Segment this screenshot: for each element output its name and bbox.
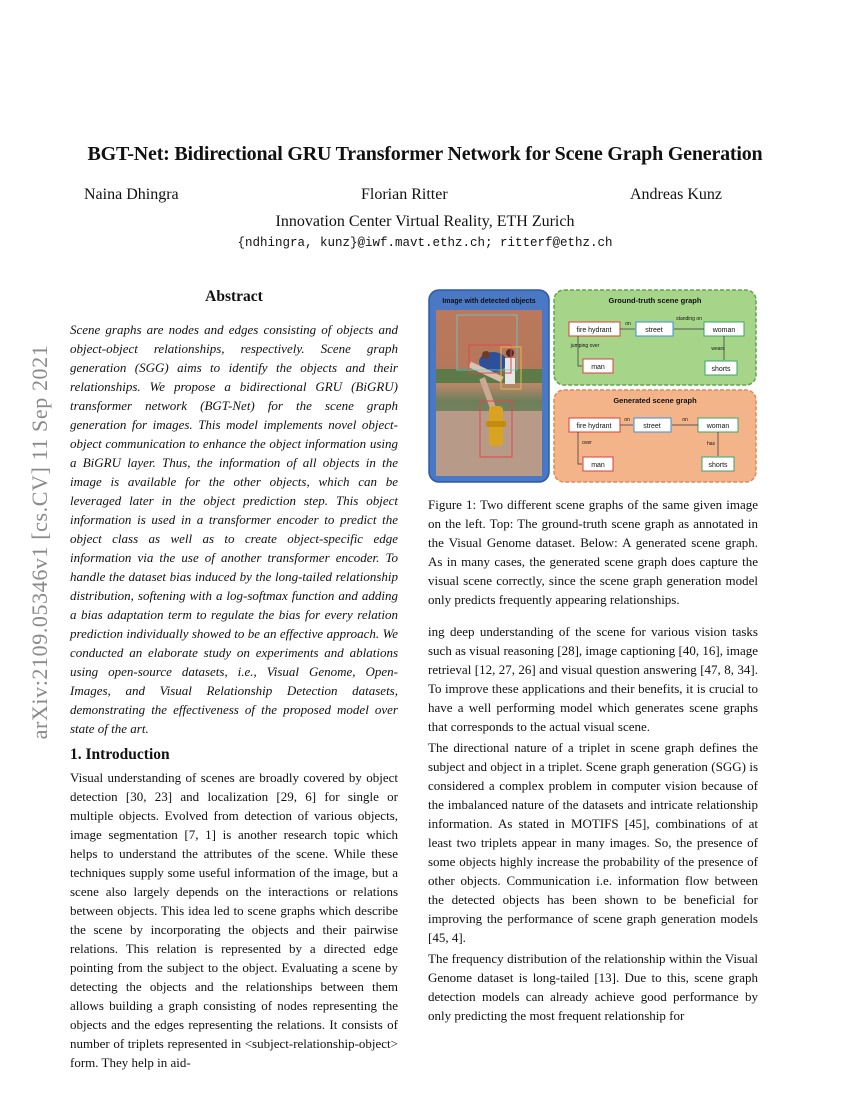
left-column — [70, 288, 398, 1072]
introduction-heading: 1. Introduction — [70, 746, 170, 763]
gt-node-label: shorts — [711, 366, 731, 373]
introduction-text: Visual understanding of scenes are broadly covered by object detection [30, 23] and localization [29, 6] for single or multiple objects. Evolved from detection of various objects, image segmentation [7, 1] is another research topic which helps to understand the attributes of the scene. While these techniques supply some useful information of the image, but a scene also largely depends on the interactions or relations between objects. This idea led to scene graphs which describe the scene by incorporating the objects and their pairwise relations. This relation is represented by a directed edge pointing from the subject to the object. Evaluating a scene by detecting the objects and the relationships between them allows building a graph consisting of nodes representing the objects and the edges representing the relations. It consists of number of triplets represented in <subject-relationship-object> form. They help in aid- — [70, 770, 398, 1070]
gen-edge-label: on — [624, 417, 630, 423]
gen-node-label: man — [591, 462, 605, 469]
gt-panel-title: Ground-truth scene graph — [608, 296, 702, 305]
author-1: Naina Dhingra — [84, 186, 179, 203]
author-2: Florian Ritter — [361, 186, 448, 203]
gt-node-label: fire hydrant — [576, 327, 612, 334]
right-paragraph-2: The directional nature of a triplet in scene graph defines the subject and object in a triplet. Scene graph generation (SGG) is considered a complex problem in computer vision because of the imbalanced nature of the datasets and intricate relationship information. As stated in MOTIFS [45], combinations of at least two triplets appear in many images. So, the presence of some objects highly increase the probability of the presence of other objects. Communication i.e. information flow between the detected objects has been shown to be beneficial for improving the performance of scene graph generation models [45, 4]. — [428, 740, 758, 945]
gen-edge-label: over — [582, 440, 592, 446]
author-emails: {ndhingra, kunz}@iwf.mavt.ethz.ch; ritterf@ethz.ch — [237, 236, 613, 250]
gen-node-label: shorts — [708, 462, 728, 469]
gen-node-label: woman — [706, 423, 730, 430]
right-column — [428, 622, 758, 1025]
gt-node-label: woman — [712, 327, 736, 334]
gt-node-label: street — [645, 327, 663, 334]
gt-edge-label: standing on — [676, 316, 702, 322]
right-paragraph-1: ing deep understanding of the scene for various vision tasks such as visual reasoning [28], image captioning [40, 16], image retrieval [12, 27, 26] and visual question answering [47, 8, 34]. To improve these applications and their benefits, it is crucial to have a well performing model which generates scene graphs that corresponds to the actual visual scene. — [428, 624, 758, 734]
gt-edge-label: on — [625, 321, 631, 327]
author-3: Andreas Kunz — [630, 186, 722, 203]
abstract-heading: Abstract — [205, 288, 263, 305]
paper-title: BGT-Net: Bidirectional GRU Transformer Network for Scene Graph Generation — [87, 143, 763, 165]
gt-edge-label: jumping over — [570, 343, 600, 349]
image-panel-title: Image with detected objects — [442, 298, 536, 305]
gen-edge-label: on — [682, 417, 688, 423]
arxiv-identifier: arXiv:2109.05346v1 [cs.CV] 11 Sep 2021 — [27, 344, 52, 740]
gt-node-label: man — [591, 364, 605, 371]
gen-node-label: street — [643, 423, 661, 430]
abstract-text: Scene graphs are nodes and edges consisting of objects and object-object relationships, respectively. Scene graph generation (SGG) aims to identify the objects and their relationships. We propose a bidirectional GRU (BiGRU) transformer network (BGT-Net) for the scene graph generation for images. This model implements novel object-object communication to enhance the object information using a BiGRU layer. Thus, the information of all objects in the image is available for the other objects, which can be leveraged later in the object prediction step. This object information is used in a transformer encoder to predict the object class as well as to create object-specific edge information via the use of another transformer encoder. To handle the dataset bias induced by the long-tailed relationship distribution, softening with a log-softmax function and adding a bias adaptation term to regulate the bias for every relation prediction individually showed to be an effective approach. We conducted an elaborate study on experiments and ablations using open-source datasets, i.e., Visual Genome, Open-Images, and Visual Relationship Detection datasets, demonstrating the effectiveness of the proposed model over state of the art. — [70, 322, 398, 736]
gen-edge-label: has — [706, 441, 716, 447]
gen-panel-title: Generated scene graph — [613, 396, 697, 405]
figure-1-graphic — [428, 289, 758, 485]
scene-photo — [436, 310, 542, 476]
gen-node-label: fire hydrant — [576, 423, 612, 430]
figure-1-caption: Figure 1: Two different scene graphs of the same given image on the left. Top: The ground-truth scene graph as annotated in the Visual Genome dataset. Below: A generated scene graph. As in many cases, the generated scene graph does capture the visual scene correctly, since the scene graph generation model only predicts frequently appearing relationships. — [428, 497, 758, 607]
affiliation: Innovation Center Virtual Reality, ETH Zurich — [275, 213, 575, 230]
right-paragraph-3: The frequency distribution of the relationship within the Visual Genome dataset is long-tailed [13]. Due to this, scene graph detection models can already achieve good performance by only predicting the most frequent relationship for — [428, 951, 758, 1023]
gt-edge-label: wears — [711, 346, 725, 352]
figure-1 — [428, 289, 758, 485]
